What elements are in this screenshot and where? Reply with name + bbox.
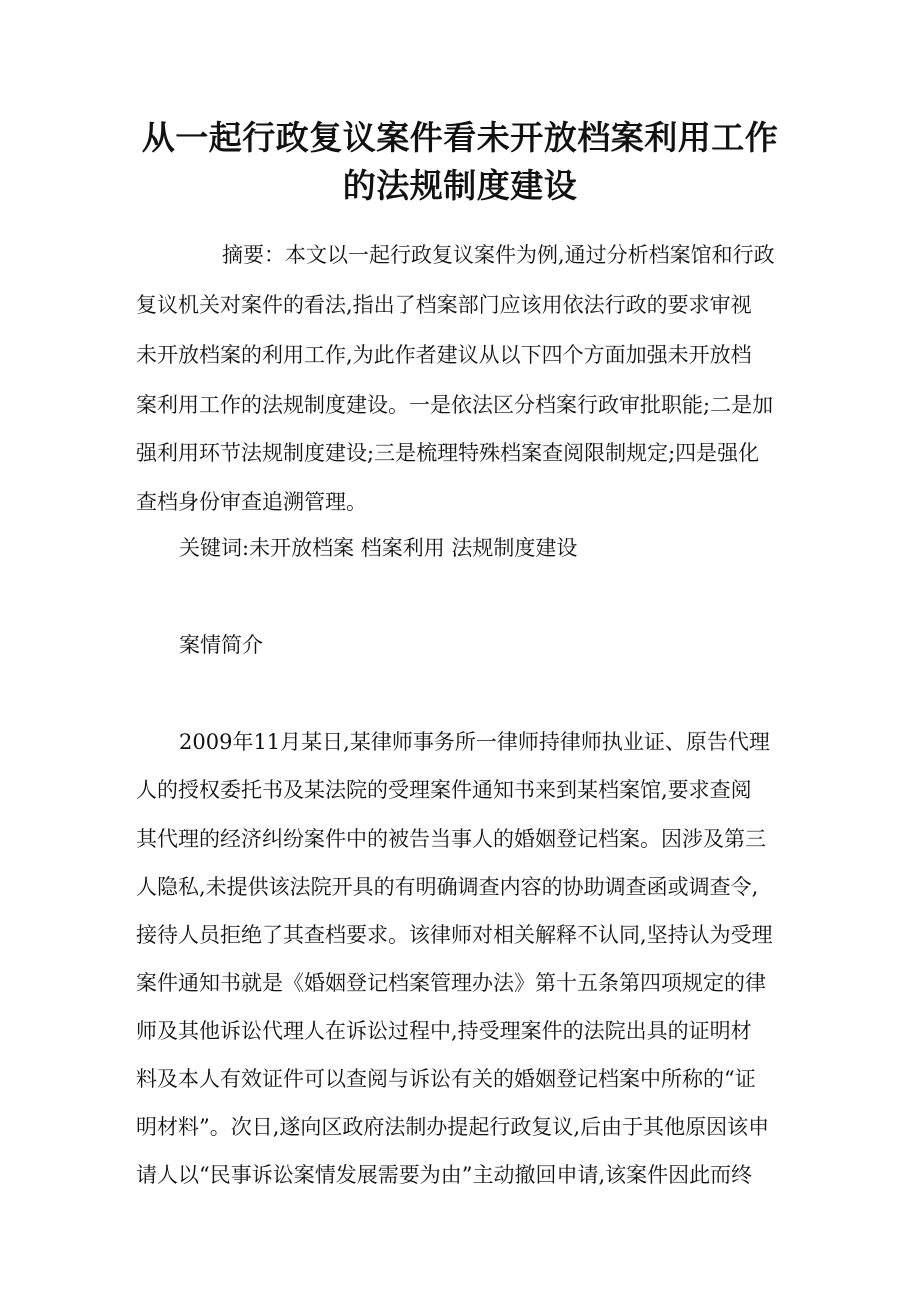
abstract-line: 查档身份审查追溯管理。 [136,490,367,514]
document-title-line-2: 的法规制度建设 [342,166,578,205]
body-line: 明材料”。次日,遂向区政府法制办提起行政复议,后由于其他原因该申 [136,1115,770,1139]
body-line: 2009年11月某日,某律师事务所一律师持律师执业证、原告代理 [179,730,770,754]
abstract-line: 案利用工作的法规制度建设。一是依法区分档案行政审批职能;二是加 [136,393,774,417]
abstract-line: 复议机关对案件的看法,指出了档案部门应该用依法行政的要求审视 [136,293,752,317]
keywords: 关键词:未开放档案 档案利用 法规制度建设 [179,536,578,560]
body-line: 料及本人有效证件可以查阅与诉讼有关的婚姻登记档案中所称的“证 [136,1067,756,1091]
body-line: 其代理的经济纠纷案件中的被告当事人的婚姻登记档案。因涉及第三 [136,827,766,851]
body-line: 请人以“民事诉讼案情发展需要为由”主动撤回申请,该案件因此而终 [136,1163,753,1187]
body-line: 案件通知书就是《婚姻登记档案管理办法》第十五条第四项规定的律 [136,971,766,995]
section-heading: 案情简介 [179,633,263,657]
abstract-line: 摘要：本文以一起行政复议案件为例,通过分析档案馆和行政 [222,243,775,267]
body-line: 师及其他诉讼代理人在诉讼过程中,持受理案件的法院出具的证明材 [136,1019,752,1043]
body-line: 人隐私,未提供该法院开具的有明确调查内容的协助调查函或调查令, [136,875,759,899]
abstract-line: 强利用环节法规制度建设;三是梳理特殊档案查阅限制规定;四是强化 [136,441,760,465]
abstract-line: 未开放档案的利用工作,为此作者建议从以下四个方面加强未开放档 [136,343,752,367]
body-line: 人的授权委托书及某法院的受理案件通知书来到某档案馆,要求查阅 [136,778,752,802]
document-title-line-1: 从一起行政复议案件看未开放档案利用工作 [141,118,779,157]
body-line: 接待人员拒绝了其查档要求。该律师对相关解释不认同,坚持认为受理 [136,923,773,947]
